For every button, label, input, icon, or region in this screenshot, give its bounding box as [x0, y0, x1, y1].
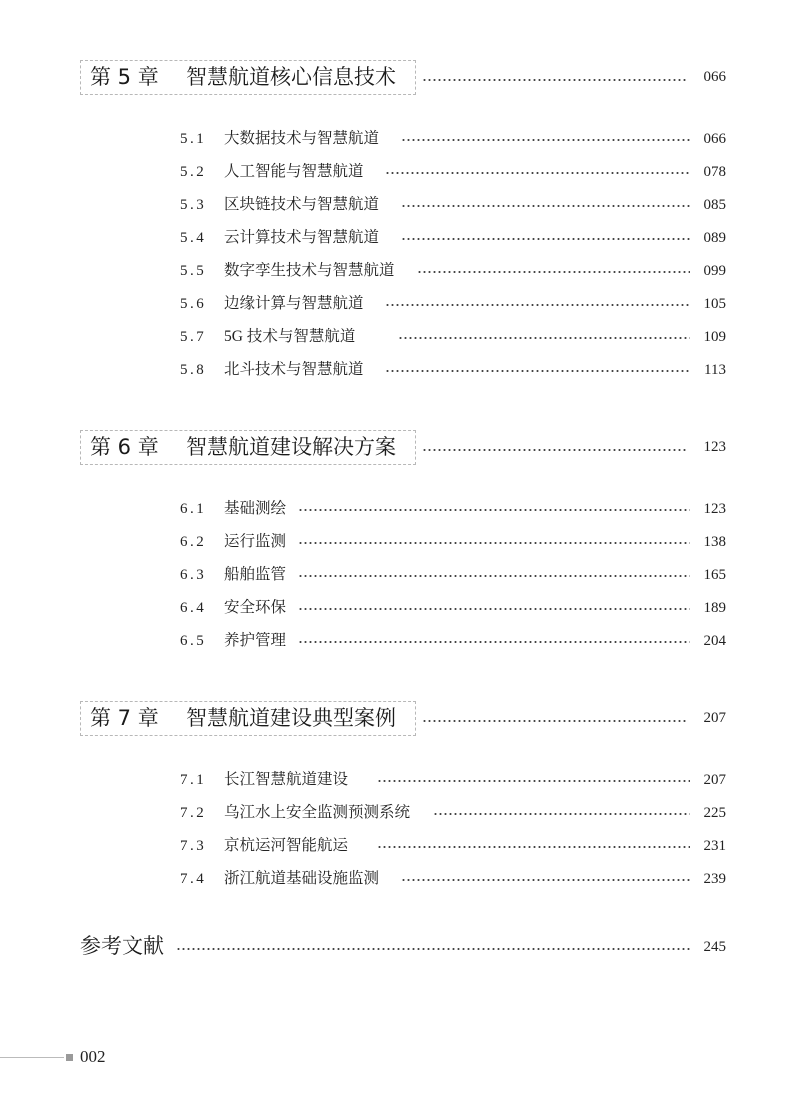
toc-entry[interactable] [180, 260, 726, 282]
section-title: 长江智慧航道建设 [224, 771, 349, 788]
section-number: 7.4 [180, 871, 207, 887]
section-title: 云计算技术与智慧航道 [224, 229, 380, 246]
footer-page-number: 002 [80, 1047, 106, 1066]
chapter-page-number: 207 [703, 710, 726, 726]
section-number: 6.1 [180, 501, 207, 517]
section-page-number: 165 [703, 567, 726, 583]
chapter-heading [80, 701, 726, 737]
dot-leader [298, 608, 690, 610]
section-title: 大数据技术与智慧航道 [224, 130, 380, 147]
chapter-label: 第 7 章 [90, 706, 159, 730]
toc-entry[interactable] [180, 326, 726, 348]
toc-entry[interactable] [180, 531, 726, 553]
section-number: 7.1 [180, 772, 207, 788]
dot-leader [385, 172, 690, 174]
toc-entry[interactable] [180, 293, 726, 315]
section-number: 5.2 [180, 164, 207, 180]
section-title: 5G 技术与智慧航道 [224, 328, 356, 345]
references-entry[interactable] [80, 931, 726, 961]
dot-leader [422, 449, 686, 451]
references-page-number: 245 [703, 939, 726, 955]
section-number: 7.2 [180, 805, 207, 821]
section-number: 5.4 [180, 230, 207, 246]
dot-leader [377, 846, 690, 848]
references-title: 参考文献 [80, 934, 164, 958]
section-page-number: 099 [703, 263, 726, 279]
section-number: 6.2 [180, 534, 207, 550]
section-title: 船舶监管 [224, 566, 287, 583]
dot-leader [385, 370, 690, 372]
dot-leader [298, 509, 690, 511]
dot-leader [422, 79, 686, 81]
chapter-title: 智慧航道建设典型案例 [186, 706, 396, 730]
chapter-heading [80, 60, 726, 96]
dot-leader [417, 271, 690, 273]
section-page-number: 078 [703, 164, 726, 180]
section-title: 北斗技术与智慧航道 [224, 361, 364, 378]
toc-entry[interactable] [180, 161, 726, 183]
dot-leader [398, 337, 690, 339]
section-page-number: 189 [703, 600, 726, 616]
toc-entry[interactable] [180, 802, 726, 824]
section-page-number: 085 [703, 197, 726, 213]
section-title: 浙江航道基础设施监测 [224, 870, 380, 887]
toc-entry[interactable] [180, 597, 726, 619]
section-page-number: 138 [703, 534, 726, 550]
toc-entry[interactable] [180, 630, 726, 652]
section-page-number: 066 [703, 131, 726, 147]
dot-leader [401, 139, 690, 141]
section-number: 5.5 [180, 263, 207, 279]
section-page-number: 105 [703, 296, 726, 312]
section-number: 6.5 [180, 633, 207, 649]
chapter-label: 第 5 章 [90, 65, 159, 89]
section-title: 数字孪生技术与智慧航道 [224, 262, 395, 279]
toc-entry[interactable] [180, 128, 726, 150]
toc-entry[interactable] [180, 769, 726, 791]
toc-entry[interactable] [180, 359, 726, 381]
section-number: 5.7 [180, 329, 207, 345]
section-title: 京杭运河智能航运 [224, 837, 349, 854]
dot-leader [433, 813, 690, 815]
chapter-label: 第 6 章 [90, 435, 159, 459]
chapter-title: 智慧航道建设解决方案 [186, 435, 396, 459]
section-page-number: 089 [703, 230, 726, 246]
dot-leader [385, 304, 690, 306]
section-number: 6.3 [180, 567, 207, 583]
section-title: 边缘计算与智慧航道 [224, 295, 364, 312]
section-number: 5.6 [180, 296, 207, 312]
dot-leader [401, 879, 690, 881]
toc-entry[interactable] [180, 194, 726, 216]
dot-leader [401, 238, 690, 240]
section-number: 7.3 [180, 838, 207, 854]
section-page-number: 113 [704, 362, 726, 378]
dot-leader [422, 720, 686, 722]
chapter-title: 智慧航道核心信息技术 [186, 65, 396, 89]
toc-entry[interactable] [180, 564, 726, 586]
section-title: 养护管理 [224, 632, 287, 649]
section-title: 人工智能与智慧航道 [224, 163, 364, 180]
section-number: 5.8 [180, 362, 207, 378]
section-number: 5.3 [180, 197, 207, 213]
section-title: 乌江水上安全监测预测系统 [224, 804, 411, 821]
footer-rule [0, 1057, 64, 1058]
dot-leader [377, 780, 690, 782]
chapter-page-number: 123 [703, 439, 726, 455]
chapter-heading [80, 430, 726, 466]
section-page-number: 239 [703, 871, 726, 887]
dot-leader [401, 205, 690, 207]
toc-entry[interactable] [180, 498, 726, 520]
footer-square-marker [66, 1054, 73, 1061]
section-page-number: 204 [703, 633, 726, 649]
dot-leader [298, 542, 690, 544]
dot-leader [298, 641, 690, 643]
dot-leader [176, 948, 690, 950]
toc-entry[interactable] [180, 227, 726, 249]
section-page-number: 109 [703, 329, 726, 345]
section-page-number: 231 [703, 838, 726, 854]
section-page-number: 123 [703, 501, 726, 517]
dot-leader [298, 575, 690, 577]
section-number: 6.4 [180, 600, 207, 616]
toc-entry[interactable] [180, 868, 726, 890]
toc-entry[interactable] [180, 835, 726, 857]
section-title: 区块链技术与智慧航道 [224, 196, 380, 213]
section-title: 安全环保 [224, 599, 287, 616]
section-page-number: 225 [703, 805, 726, 821]
chapter-page-number: 066 [703, 69, 726, 85]
section-title: 运行监测 [224, 533, 287, 550]
section-title: 基础测绘 [224, 500, 287, 517]
section-number: 5.1 [180, 131, 207, 147]
section-page-number: 207 [703, 772, 726, 788]
